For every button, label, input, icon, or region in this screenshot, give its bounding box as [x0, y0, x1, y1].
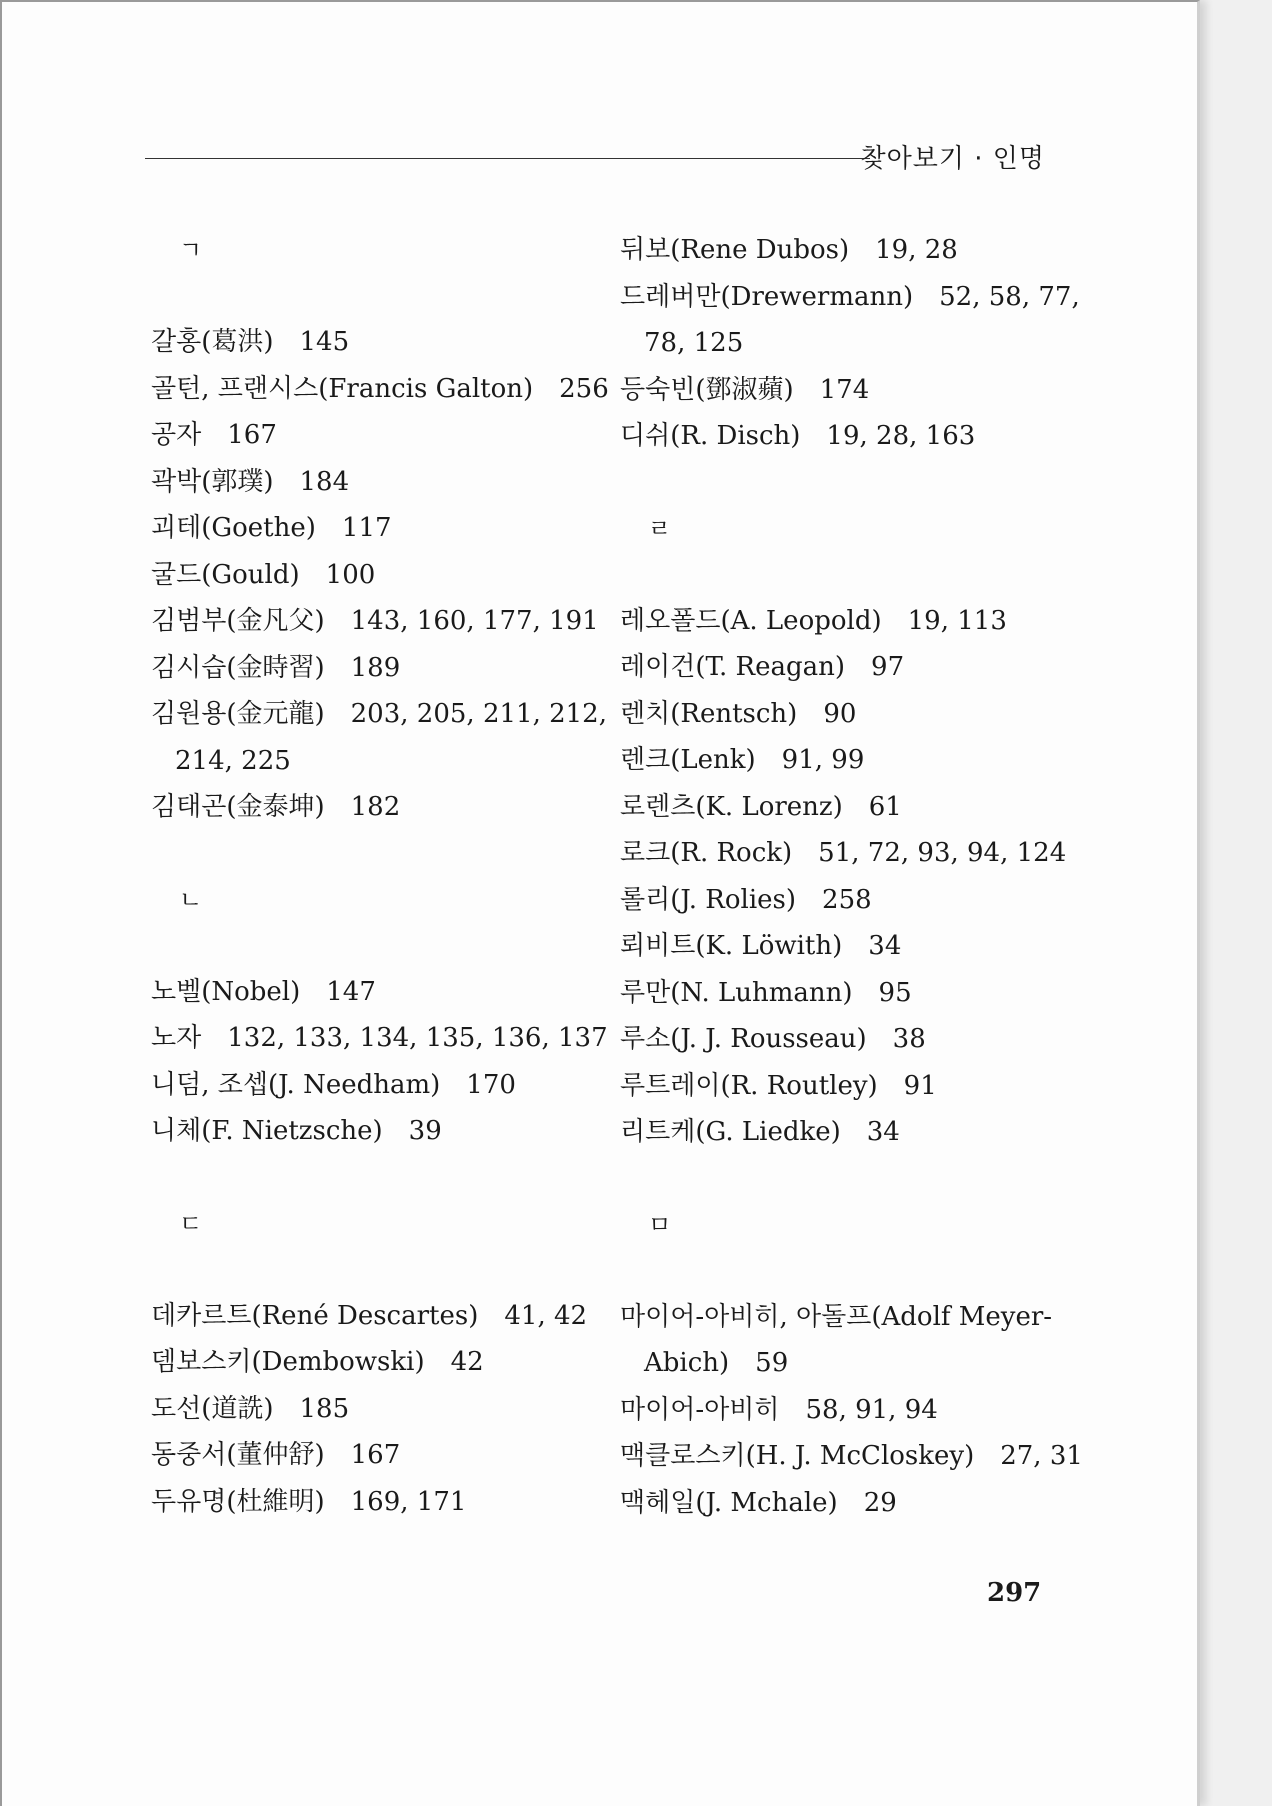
index-entry: 곽박(郭璞) 184: [151, 466, 350, 497]
index-entry: 김범부(金凡父) 143, 160, 177, 191: [151, 606, 599, 636]
index-entry: 김태곤(金泰坤) 182: [151, 792, 401, 822]
header-title: 찾아보기 · 인명: [860, 144, 1045, 174]
index-entry-continuation: [620, 1340, 1080, 1387]
index-entry: 레이건(T. Reagan) 97: [620, 652, 905, 682]
index-entry: 니덤, 조셉(J. Needham) 170: [151, 1069, 516, 1100]
index-entry-continuation: [151, 738, 611, 785]
index-entry: 맥헤일(J. Mchale) 29: [620, 1487, 897, 1518]
section-heading: ㅁ: [648, 1210, 672, 1239]
index-section-nieun: [151, 877, 611, 1155]
running-header: [145, 138, 1045, 178]
index-entry: 공자 167: [151, 420, 277, 450]
index-entry: 괴테(Goethe) 117: [151, 513, 392, 543]
section-heading: ㄹ: [648, 514, 672, 543]
index-entry: 동중서(董仲舒) 167: [151, 1440, 401, 1470]
index-entry: 김시습(金時習) 189: [151, 652, 401, 683]
index-section-mieum: [620, 1202, 1083, 1527]
index-entry: 노벨(Nobel) 147: [151, 976, 376, 1007]
index-entry: 로크(R. Rock) 51, 72, 93, 94, 124: [620, 838, 1067, 868]
section-heading: ㄱ: [179, 236, 203, 264]
header-rule: [145, 158, 870, 159]
continuation-text: 214, 225: [175, 745, 291, 776]
index-entry: 굴드(Gould) 100: [151, 559, 376, 590]
index-entry: 데카르트(René Descartes) 41, 42: [151, 1300, 588, 1331]
index-entry: 마이어-아비히, 아돌프(Adolf Meyer-: [620, 1301, 1053, 1332]
index-entry: 롤리(J. Rolies) 258: [620, 884, 872, 915]
index-entry: 루트레이(R. Routley) 91: [620, 1070, 937, 1101]
index-entry: 마이어-아비히 58, 91, 94: [620, 1394, 938, 1425]
index-entry: 루만(N. Luhmann) 95: [620, 977, 912, 1008]
continuation-text: 78, 125: [644, 328, 744, 358]
continuation-text: Abich) 59: [644, 1348, 789, 1378]
right-column: [620, 227, 1083, 1526]
left-column: [151, 227, 611, 1525]
index-entry: 리트케(G. Liedke) 34: [620, 1117, 900, 1147]
index-entry: 갈홍(葛洪) 145: [151, 327, 350, 357]
index-entry: 렌크(Lenk) 91, 99: [620, 745, 865, 775]
index-entry: 맥클로스키(H. J. McCloskey) 27, 31: [620, 1441, 1083, 1471]
index-entry: 렌치(Rentsch) 90: [620, 698, 857, 729]
index-entry: 루소(J. J. Rousseau) 38: [620, 1024, 926, 1054]
section-heading: ㄷ: [179, 1209, 203, 1238]
index-entry: 뢰비트(K. Löwith) 34: [620, 931, 902, 961]
section-heading: ㄴ: [179, 885, 203, 914]
index-section-rieul: [620, 506, 1080, 1156]
index-entry: 뒤보(Rene Dubos) 19, 28: [620, 235, 958, 265]
index-entry: 도선(道詵) 185: [151, 1393, 350, 1424]
index-section-digeut: [151, 1201, 611, 1526]
index-entry: 두유명(杜維明) 169, 171: [151, 1486, 467, 1517]
index-entry: 레오폴드(A. Leopold) 19, 113: [620, 605, 1007, 636]
index-entry: 김원용(金元龍) 203, 205, 211, 212,: [151, 699, 607, 729]
index-entry: 니체(F. Nietzsche) 39: [151, 1116, 442, 1146]
index-section-giyeok: [151, 227, 611, 831]
index-entry: 뎀보스키(Dembowski) 42: [151, 1347, 484, 1377]
index-entry: 골턴, 프랜시스(Francis Galton) 256: [151, 373, 609, 404]
index-entry: 드레버만(Drewermann) 52, 58, 77,: [620, 281, 1080, 312]
index-entry: 로렌츠(K. Lorenz) 61: [620, 791, 902, 822]
index-section-digeut-continued: [620, 227, 1080, 460]
index-entry: 노자 132, 133, 134, 135, 136, 137: [151, 1023, 608, 1053]
index-entry-continuation: [620, 320, 1080, 367]
page-number: 297: [987, 1578, 1042, 1608]
index-entry: 디쉬(R. Disch) 19, 28, 163: [620, 421, 976, 451]
index-entry: 등숙빈(鄧淑蘋) 174: [620, 374, 870, 405]
